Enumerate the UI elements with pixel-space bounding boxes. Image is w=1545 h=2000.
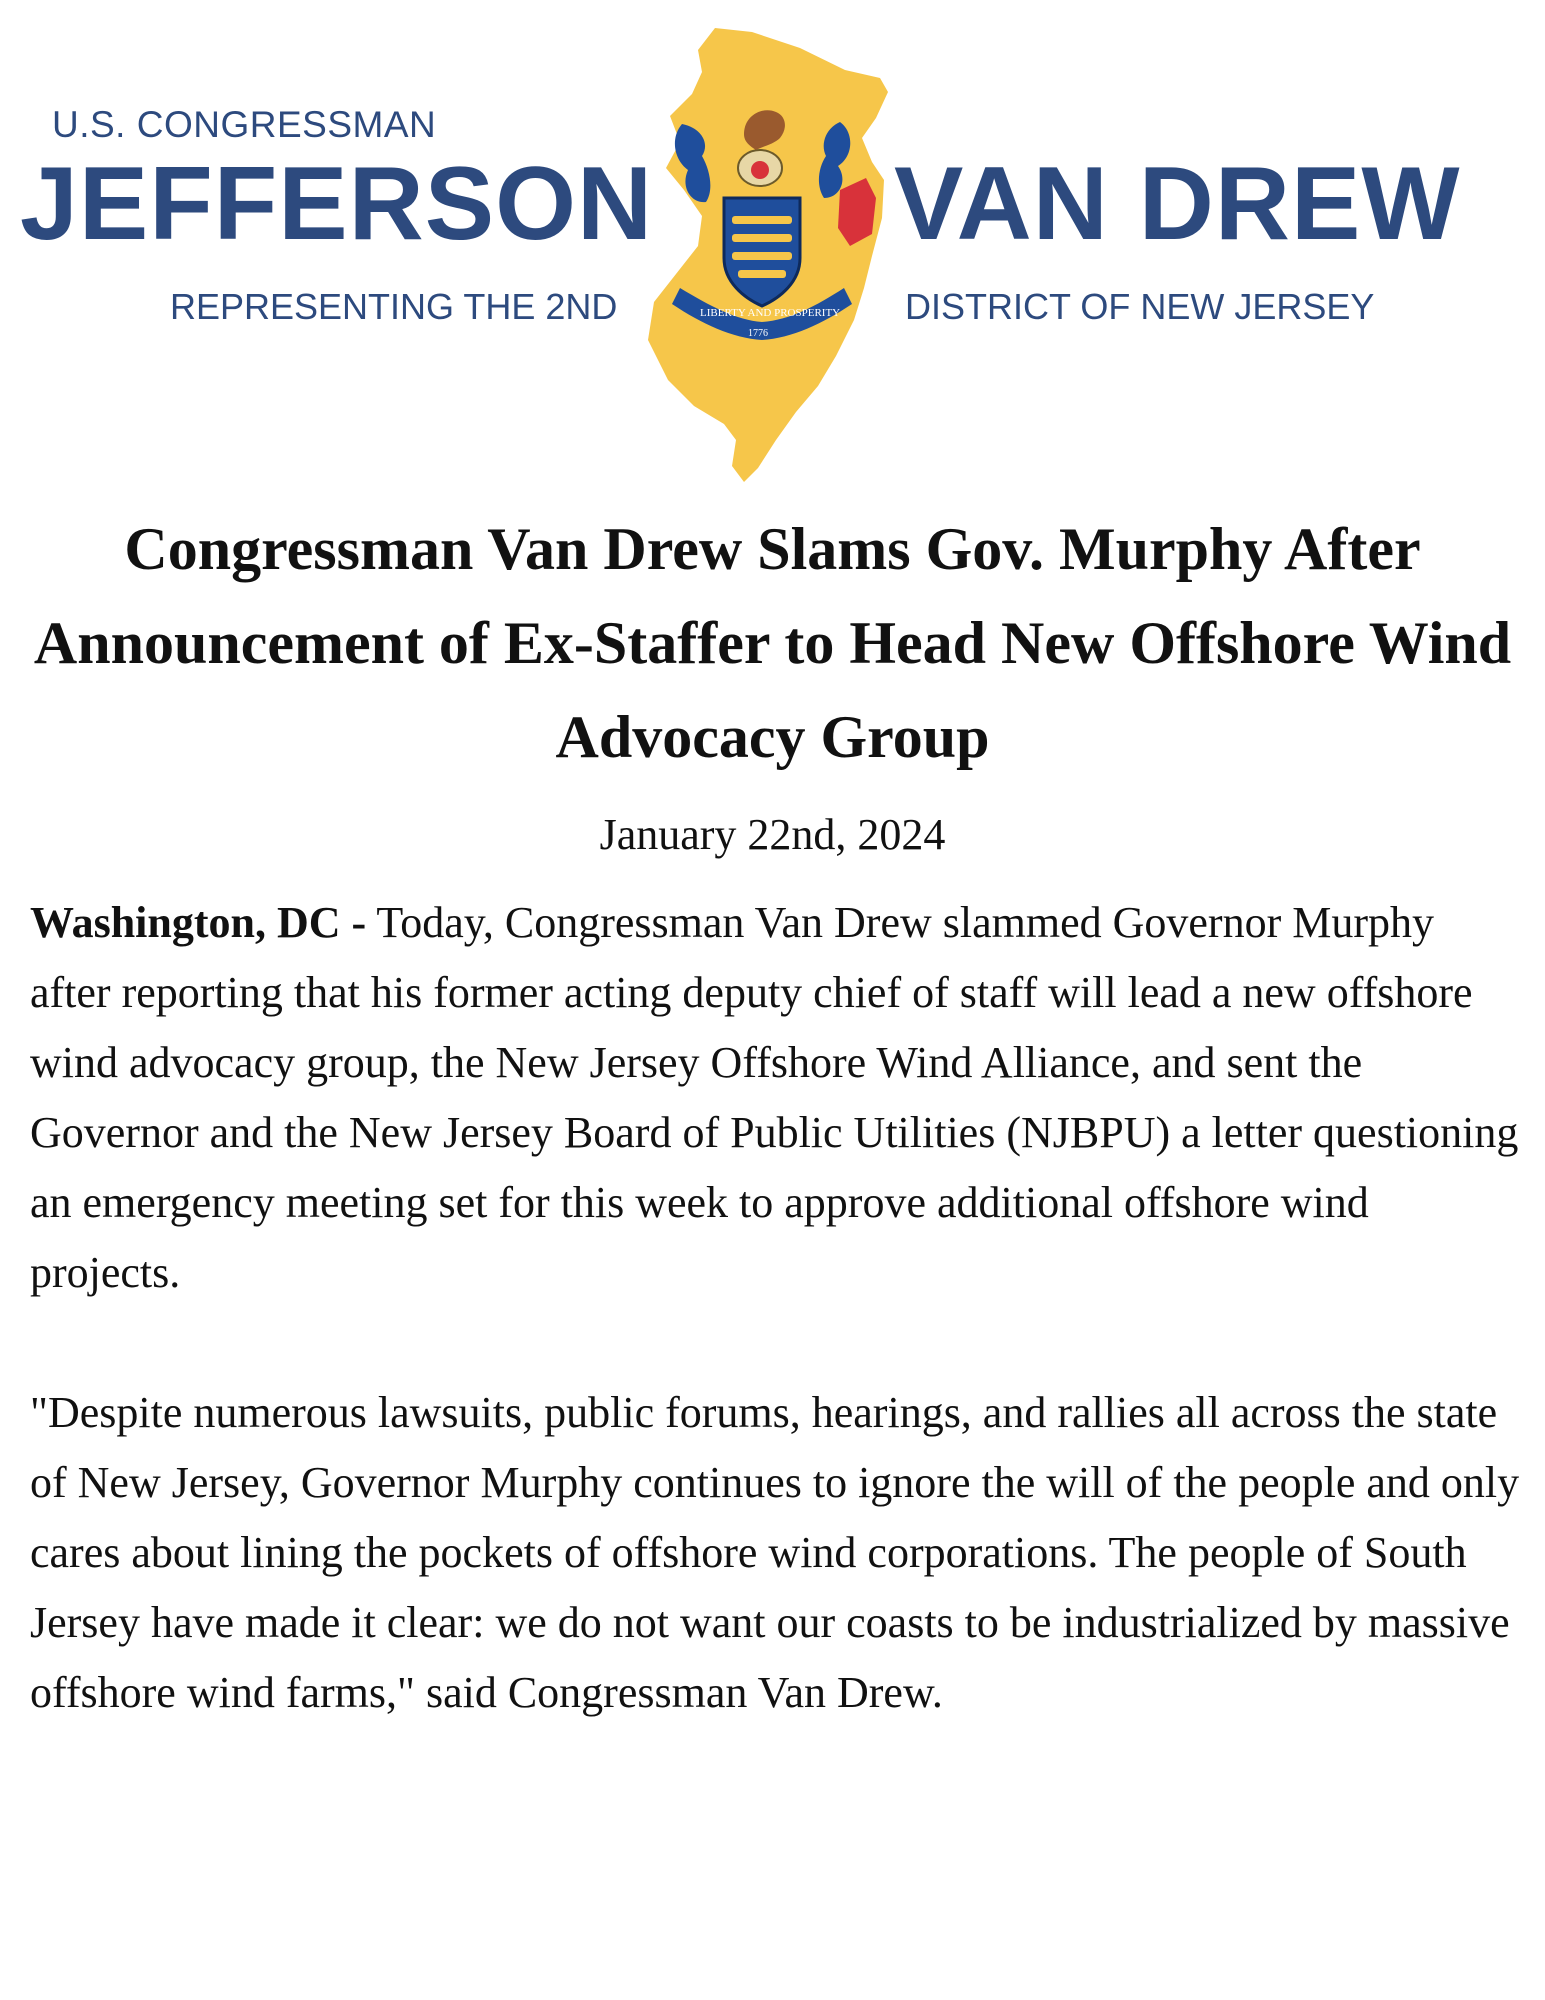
release-date: January 22nd, 2024 <box>599 810 946 859</box>
new-jersey-map-icon <box>640 20 900 490</box>
logo-kicker: U.S. CONGRESSMAN <box>52 104 437 145</box>
dateline-location: Washington, DC - <box>30 898 367 947</box>
logo-last-name: VAN DREW <box>894 146 1461 262</box>
logo-tagline-left: REPRESENTING THE 2ND <box>170 286 618 327</box>
svg-text:LIBERTY AND PROSPERITY: LIBERTY AND PROSPERITY <box>700 307 841 319</box>
logo-tagline-right: DISTRICT OF NEW JERSEY <box>905 286 1375 327</box>
paragraph-1-text: Today, Congressman Van Drew slammed Governor Murphy after reporting that his former acting deputy chief of staff will lead a new offshore wind advocacy group, the New Jersey Offshore Wind Alliance, and sent the Governor and the New Jersey Board of Public Utilities (NJBPU) a letter questioning an emergency meeting set for this week to approve additional offshore wind projects. <box>30 898 1519 1297</box>
logo-first-name: JEFFERSON <box>20 146 654 262</box>
svg-text:1776: 1776 <box>748 328 768 339</box>
body-paragraph-1 <box>30 888 1520 1308</box>
headline: Congressman Van Drew Slams Gov. Murphy After Announcement of Ex-Staffer to Head New Offshore Wind Advocacy Group <box>33 516 1512 770</box>
masthead-logo <box>0 0 1545 490</box>
body-paragraph-2: "Despite numerous lawsuits, public forums, hearings, and rallies all across the state of New Jersey, Governor Murphy continues to ignore the will of the people and only cares about lining the pockets of offshore wind corporations. The people of South Jersey have made it clear: we do not want our coasts to be industrialized by massive offshore wind farms," said Congressman Van Drew. <box>30 1388 1520 1717</box>
